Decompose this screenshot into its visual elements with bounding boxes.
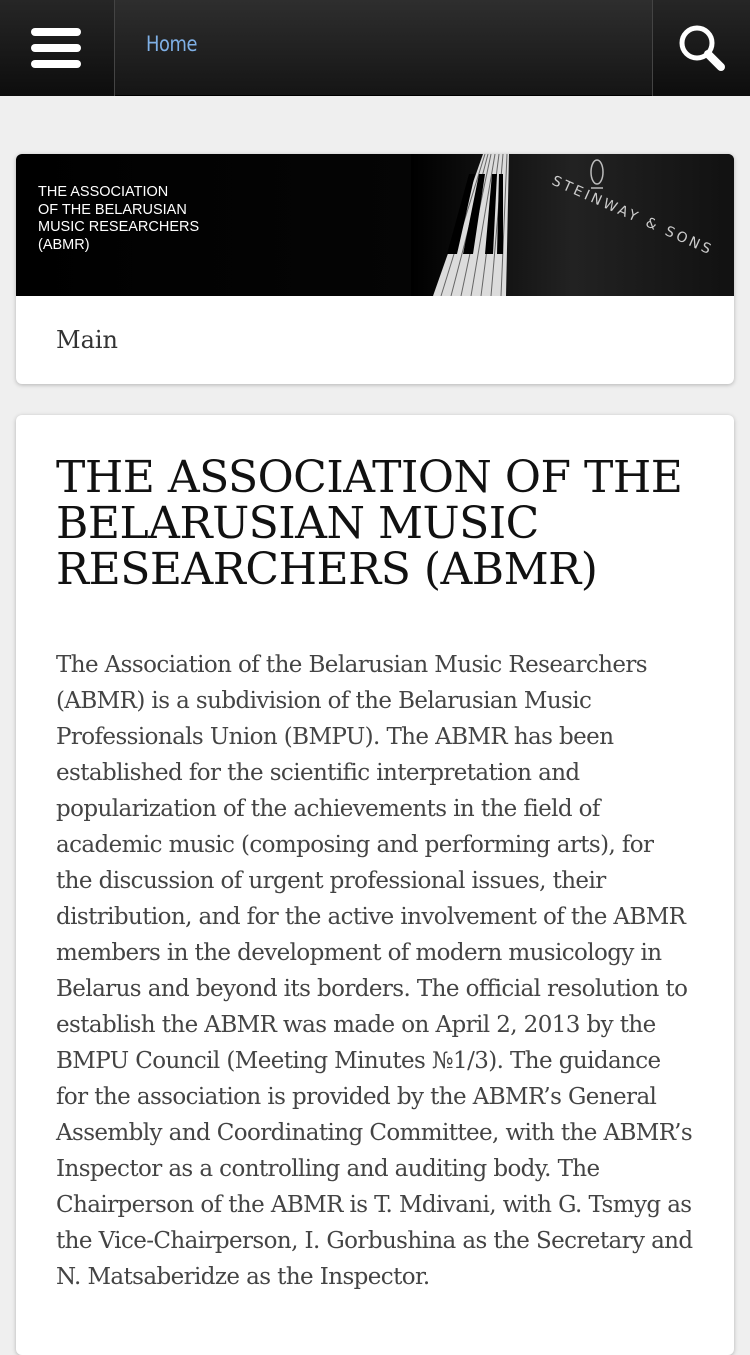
banner-title-line: MUSIC RESEARCHERS [38,219,200,235]
menu-button[interactable] [0,0,115,96]
banner-title [38,184,199,254]
banner-title-line: OF THE BELARUSIAN [38,201,187,218]
article-card [16,415,734,1355]
banner-title-line: (ABMR) [38,236,90,253]
header-card [16,154,734,384]
site-banner[interactable] [16,154,734,296]
search-icon [653,0,750,96]
article-body: The Association of the Belarusian Music Researchers (ABMR) is a subdivision of the Belarusian Music Professionals Union (BMPU). The ABMR has been established for the scientific interpretation and popularization of the achievements in the field of academic music (composing and performing arts), for the discussion of urgent professional issues, their distribution, and for the active involvement of the ABMR members in the development of modern musicology in Belarus and beyond its borders. The official resolution to establish the ABMR was made on April 2, 2013 by the BMPU Council (Meeting Minutes №1/3). The guidance for the association is provided by the ABMR’s General Assembly and Coordinating Committee, with the ABMR’s Inspector as a controlling and auditing body. The Chairperson of the ABMR is T. Mdivani, with G. Tsmyg as the Vice-Chairperson, I. Gorbushina as the Secretary and N. Matsaberidze as the Inspector. [56,652,693,1290]
banner-title-line: THE ASSOCIATION [38,184,169,200]
piano-keyboard-image [411,154,734,296]
nav-main-link[interactable]: Main [56,326,119,354]
search-button[interactable] [652,0,750,96]
home-link[interactable]: Home [146,32,198,56]
page-title: THE ASSOCIATION OF THE BELARUSIAN MUSIC RESEARCHERS (ABMR) [56,452,683,595]
top-navigation-bar [0,0,750,96]
banner-brand-text: STEINWAY & SONS [549,173,716,259]
